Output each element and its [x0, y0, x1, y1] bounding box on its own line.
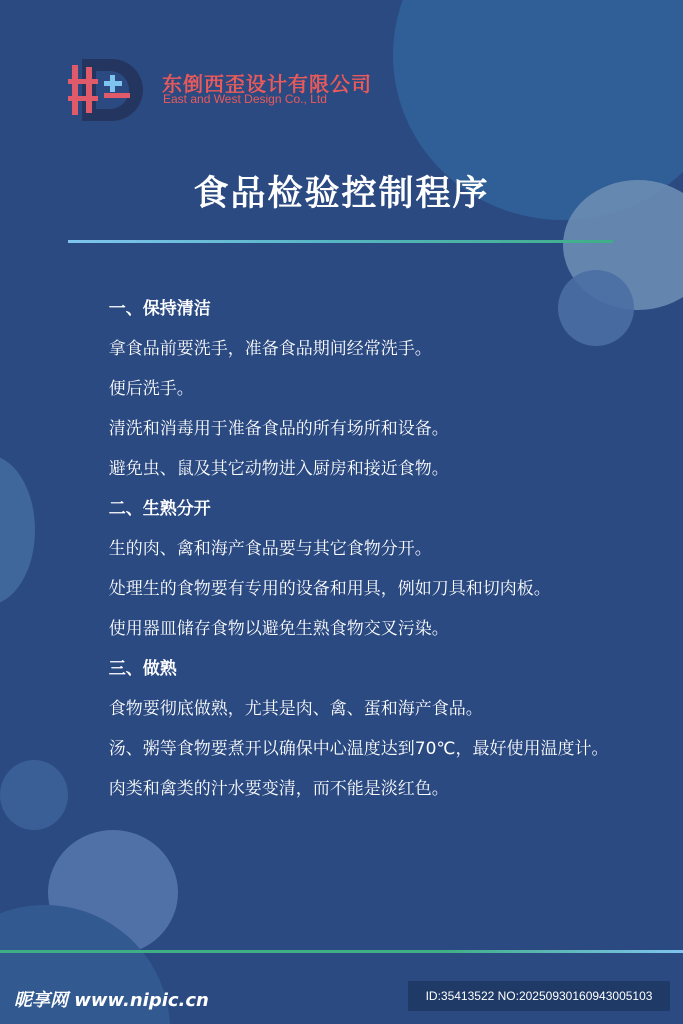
- paragraph: 处理生的食物要有专用的设备和用具，例如刀具和切肉板。: [108, 579, 551, 599]
- paragraph: 汤、粥等食物要煮开以确保中心温度达到70℃，最好使用温度计。: [108, 739, 609, 759]
- company-name-en: East and West Design Co., Ltd: [163, 92, 327, 106]
- paragraph: 食物要彻底做熟，尤其是肉、禽、蛋和海产食品。: [108, 699, 483, 719]
- paragraph: 生的肉、禽和海产食品要与其它食物分开。: [108, 539, 432, 559]
- paragraph: 使用器皿储存食物以避免生熟食物交叉污染。: [108, 619, 449, 639]
- paragraph: 便后洗手。: [108, 379, 194, 399]
- section-heading: 二、生熟分开: [108, 499, 211, 519]
- watermark-id: ID:35413522 NO:20250930160943005103: [408, 981, 670, 1011]
- paragraph: 肉类和禽类的汁水要变清，而不能是淡红色。: [108, 779, 449, 799]
- paragraph: 避免虫、鼠及其它动物进入厨房和接近食物。: [108, 459, 449, 479]
- company-name-cn: 东倒西歪设计有限公司: [162, 72, 372, 96]
- company-logo-icon: [68, 55, 153, 125]
- page-title: 食品检验控制程序: [193, 174, 490, 214]
- decorative-circle: [0, 760, 68, 830]
- decorative-circle: [0, 455, 35, 605]
- watermark-site: 昵享网 www.nipic.cn: [14, 990, 209, 1011]
- paragraph: 清洗和消毒用于准备食品的所有场所和设备。: [108, 419, 449, 439]
- bottom-divider: [0, 950, 683, 953]
- content-body: [68, 289, 624, 809]
- title-divider: [68, 240, 613, 243]
- section-heading: 三、做熟: [108, 659, 177, 679]
- paragraph: 拿食品前要洗手，准备食品期间经常洗手。: [108, 339, 432, 359]
- section-heading: 一、保持清洁: [108, 299, 211, 319]
